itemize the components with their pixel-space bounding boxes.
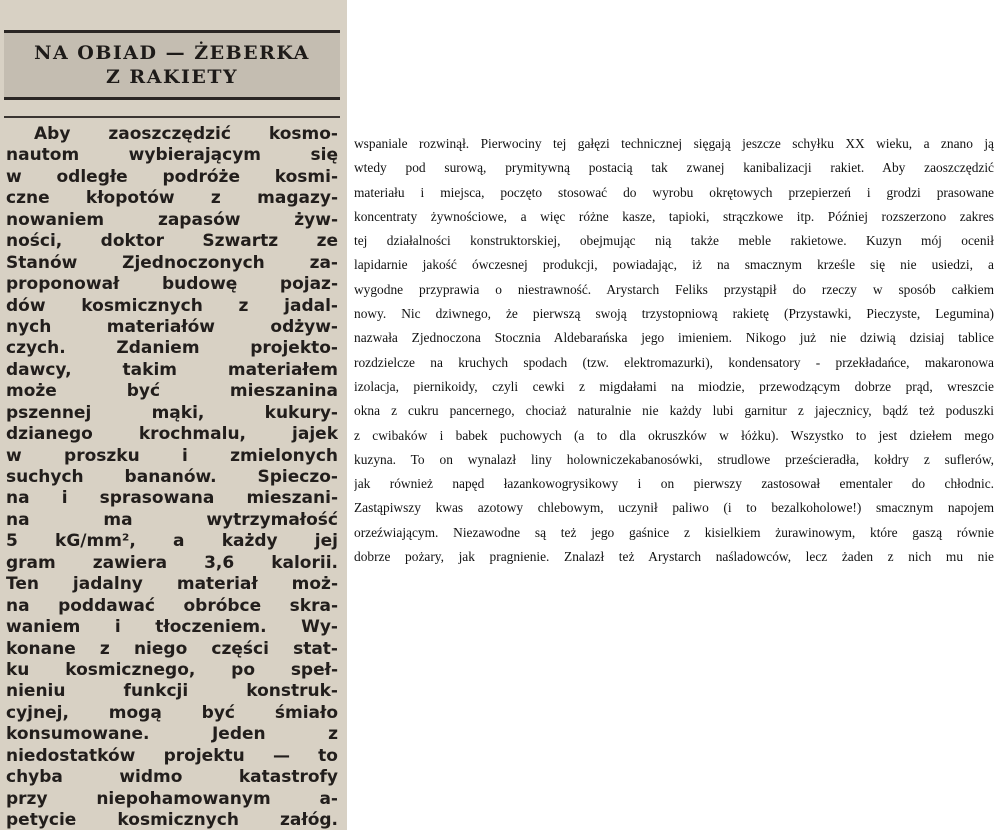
clipping-line: gram zawiera 3,6 kalorii. — [6, 552, 338, 573]
clipping-line: na poddawać obróbce skra- — [6, 595, 338, 616]
paragraph-line: lapidarnie jakość ówczesnej produkcji, powiadając, iż na smacznym krześle się nie usiedzi, a — [354, 257, 994, 273]
clipping-line: konsumowane. Jeden z — [6, 724, 338, 745]
clipping-line: Ten jadalny materiał moż- — [6, 574, 338, 595]
clipping-line: petycie kosmicznych załóg. — [6, 810, 338, 830]
clipping-line: 5 kG/mm², a każdy jej — [6, 531, 338, 552]
paragraph-line: orzeźwiającym. Niezawodne są też jego gaśnice z kisielkiem żurawinowym, które gaszą równie — [354, 524, 994, 540]
clipping-line: Aby zaoszczędzić kosmo- — [34, 124, 338, 144]
clipping-line: dów kosmicznych z jadal- — [6, 295, 338, 316]
clipping-line: w odległe podróże kosmi- — [6, 166, 338, 187]
paragraph-line: nowy. Nic dziwnego, że pierwszą swoją trzystopniową rakietę (Przystawki, Pieczyste, Legumina) — [354, 306, 994, 322]
clipping-line: dawcy, takim materiałem — [6, 359, 338, 380]
clipping-line: Stanów Zjednoczonych za- — [6, 252, 338, 273]
clipping-line: na ma wytrzymałość — [6, 509, 338, 530]
paragraph-line: jak również napęd łazankowogrysikowy i on pierwszy zastosował ementaler do chłodnic. — [354, 476, 994, 492]
headline-box — [4, 30, 340, 100]
clipping-line: niedostatków projektu — to — [6, 745, 338, 766]
clipping-line: przy niepohamowanym a- — [6, 788, 338, 809]
clipping-line: konane z niego części stat- — [6, 638, 338, 659]
paragraph-line: izolacja, piernikoidy, czyli cewki z migdałami na miodzie, przewodzącym dobrze prąd, wreszcie — [354, 378, 994, 394]
clipping-line: nowaniem zapasów żyw- — [6, 209, 338, 230]
paragraph-line: rozdzielcze na kruchych spodach (tzw. elektromazurki), kondensatory - przekładańce, makaronowa — [354, 354, 994, 370]
clipping-line: suchych bananów. Spieczo- — [6, 467, 338, 487]
paragraph-line: wygodne przyprawia o niestrawność. Arystarch Feliks przystąpił do rzeczy w sposób całkiem — [354, 281, 994, 297]
paragraph-line: okna z cukru pancernego, chociaż naturalnie nie każdy lubi garnitur z jajecznicy, bądź też poduszki — [354, 403, 994, 419]
clipping-line: cyjnej, mogą być śmiało — [6, 702, 338, 723]
paragraph-line: tej działalności konstruktorskiej, obejmując nią także meble rakietowe. Kuzyn mój ocenił — [354, 233, 994, 249]
clipping-line: ku kosmicznego, po speł- — [6, 659, 338, 680]
clipping-line: nieniu funkcji konstruk- — [6, 681, 338, 702]
clipping-line: czne kłopotów z magazy- — [6, 188, 338, 209]
clipping-line: na i sprasowana mieszani- — [6, 488, 338, 509]
clipping-line: pszennej mąki, kukury- — [6, 402, 338, 423]
paragraph-line: nazwała Zjednoczona Stocznia Aldebarańska jego imieniem. Nikogo już nie dziwią dzisiaj tablice — [354, 330, 994, 346]
paragraph-line: wspaniale rozwinął. Pierwociny tej gałęzi technicznej sięgają jeszcze schyłku XX wieku, a znano ją — [354, 136, 994, 151]
clipping-line: czych. Zdaniem projekto- — [6, 338, 338, 359]
paragraph-line: wtedy pod surową, prymitywną postacią tak zwanej kanibalizacji rakiet. Aby zaoszczędzić — [354, 160, 994, 176]
clipping-line: waniem i tłoczeniem. Wy- — [6, 617, 338, 638]
clipping-body — [6, 124, 338, 830]
headline-line-1: NA OBIAD — ŻEBERKA — [34, 42, 310, 64]
paragraph-line: z cwibaków i babek puchowych (a to dla okruszków w łóżku). Wszystko to jest dziełem mego — [354, 427, 994, 443]
paragraph-line: dobrze pożary, jak pragnienie. Znalazł też Arystarch naśladowców, lecz żaden z nich mu nie — [354, 549, 994, 565]
clipping-line: nych materiałów odżyw- — [6, 316, 338, 337]
clipping-line: dzianego krochmalu, jajek — [6, 424, 338, 445]
clipping-line: ności, doktor Szwartz ze — [6, 231, 338, 252]
divider-rule — [4, 116, 340, 118]
clipping-line: może być mieszanina — [6, 381, 338, 402]
headline-line-2: Z RAKIETY — [105, 66, 239, 88]
paragraph-line: materiału i miejsca, poczęto stosować do wyrobu okrętowych przepierzeń i grodzi prasowane — [354, 184, 994, 200]
clipping-line: chyba widmo katastrofy — [6, 767, 338, 788]
clipping-line: nautom wybierającym się — [6, 145, 338, 166]
typed-continuation — [354, 132, 994, 569]
newspaper-clipping — [0, 0, 347, 830]
paragraph-line: kuzyna. To on wynalazł liny holowniczekabanosówki, strudlowe prześcieradła, kołdry z suflerów, — [354, 451, 994, 467]
paragraph-line: Zastąpiwszy kwas azotowy chlebowym, uczynił paliwo (i to bezalkoholowe!) smacznym napojem — [354, 500, 994, 516]
paragraph-line: koncentraty żywnościowe, a więc różne kasze, tapioki, strączkowe itp. Później rozszerzono zakres — [354, 208, 994, 224]
clipping-line: w proszku i zmielonych — [6, 445, 338, 466]
clipping-line: proponował budowę pojaz- — [6, 274, 338, 295]
